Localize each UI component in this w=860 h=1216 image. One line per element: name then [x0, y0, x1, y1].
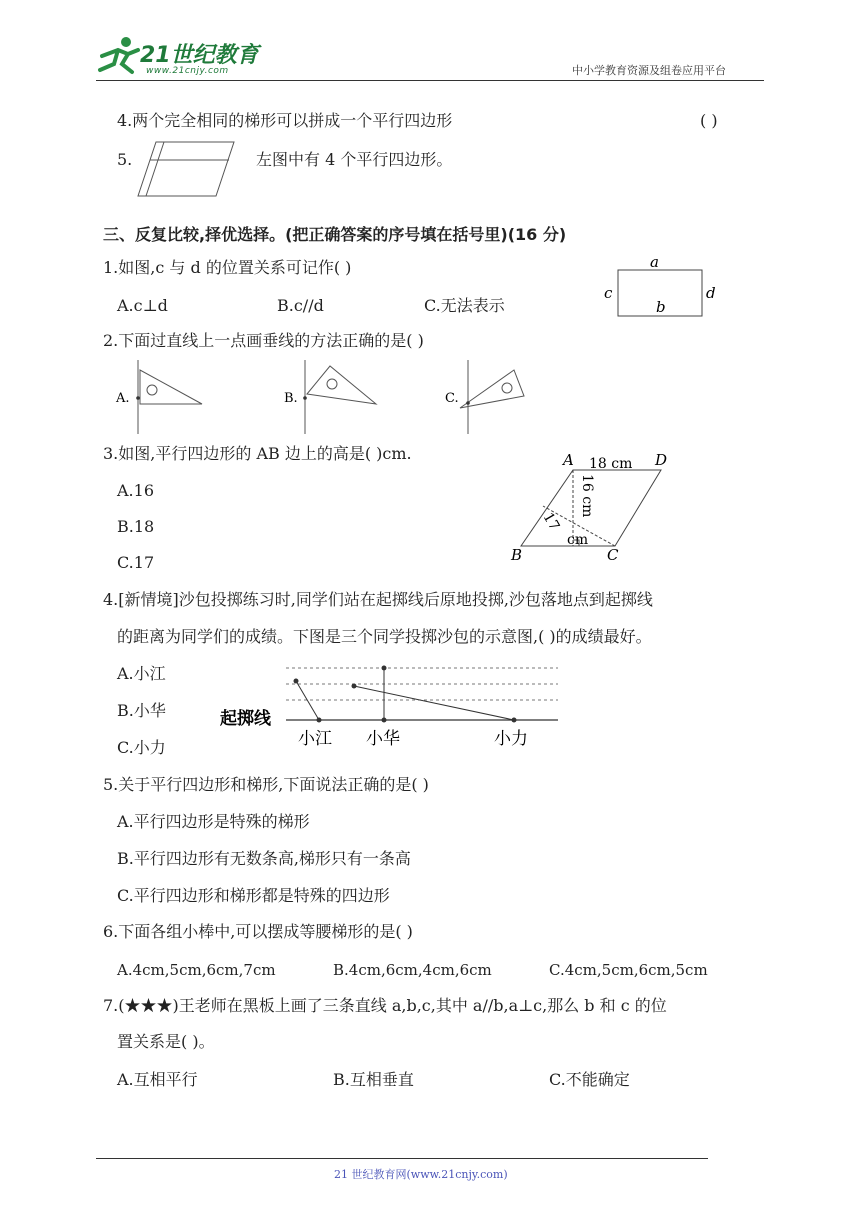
q4-line-label: 起掷线 — [220, 709, 271, 729]
q1-rectangle-figure — [598, 252, 724, 320]
q5-option-b: B.平行四边形有无数条高,梯形只有一条高 — [117, 849, 411, 868]
q7-line2: 置关系是( )。 — [117, 1032, 215, 1051]
logo-title: 21世纪教育 — [140, 43, 259, 68]
q6-stem: 6.下面各组小棒中,可以摆成等腰梯形的是( ) — [103, 922, 413, 941]
q3-vertex-d: D — [655, 451, 668, 469]
q4-throw-diagram — [214, 660, 560, 752]
q1-option-a: A.c⊥d — [117, 296, 168, 315]
header-rule — [96, 80, 764, 81]
section-3-title: 三、反复比较,择优选择。(把正确答案的序号填在括号里)(16 分) — [103, 225, 567, 244]
q1-label-a: a — [650, 253, 659, 271]
q3-option-a: A.16 — [117, 481, 154, 500]
q7-option-b: B.互相垂直 — [333, 1070, 414, 1089]
q4-option-c: C.小力 — [117, 738, 166, 757]
q1-option-c: C.无法表示 — [424, 296, 505, 315]
q1-stem: 1.如图,c 与 d 的位置关系可记作( ) — [103, 258, 352, 277]
q7-option-c: C.不能确定 — [549, 1070, 630, 1089]
platform-name: 中小学教育资源及组卷应用平台 — [572, 64, 726, 77]
judge-q4-paren: ( ) — [700, 111, 718, 130]
q2-figure-b — [284, 360, 376, 434]
q2-figure-a — [115, 360, 202, 434]
q3-height-17: 17 — [539, 510, 563, 534]
q6-option-b: B.4cm,6cm,4cm,6cm — [333, 961, 492, 979]
q3-option-b: B.18 — [117, 517, 155, 536]
runner-logo-icon — [92, 34, 144, 76]
q4-option-b: B.小华 — [117, 701, 166, 720]
q2-label-b: B. — [284, 391, 298, 406]
q1-label-c: c — [604, 284, 613, 302]
footer-text: 21 世纪教育网(www.21cnjy.com) — [334, 1168, 508, 1181]
q3-vertex-b: B — [511, 546, 523, 564]
judge-q4-text: 4.两个完全相同的梯形可以拼成一个平行四边形 — [117, 111, 453, 130]
q2-figure-c — [445, 360, 524, 434]
q5-stem: 5.关于平行四边形和梯形,下面说法正确的是( ) — [103, 775, 429, 794]
q3-option-c: C.17 — [117, 553, 155, 572]
q5-option-c: C.平行四边形和梯形都是特殊的四边形 — [117, 886, 390, 905]
q5-option-a: A.平行四边形是特殊的梯形 — [117, 812, 310, 831]
q3-vertex-c: C — [607, 546, 619, 564]
q1-option-b: B.c//d — [277, 296, 324, 315]
q4-line1: 4.[新情境]沙包投掷练习时,同学们站在起掷线后原地投掷,沙包落地点到起掷线 — [103, 590, 653, 609]
footer-rule — [96, 1158, 708, 1159]
q2-stem: 2.下面过直线上一点画垂线的方法正确的是( ) — [103, 331, 424, 350]
q1-label-b: b — [656, 298, 666, 316]
judge-q5-number: 5. — [117, 150, 133, 169]
q4-option-a: A.小江 — [117, 664, 166, 683]
q6-option-c: C.4cm,5cm,6cm,5cm — [549, 961, 708, 979]
q3-height-16: 16 cm — [579, 474, 595, 518]
q2-figures — [112, 358, 552, 436]
q3-stem: 3.如图,平行四边形的 AB 边上的高是( )cm. — [103, 444, 412, 463]
q6-option-a: A.4cm,5cm,6cm,7cm — [117, 961, 276, 979]
judge-q5-text: 左图中有 4 个平行四边形。 — [256, 150, 453, 169]
q4-line2: 的距离为同学们的成绩。下图是三个同学投掷沙包的示意图,( )的成绩最好。 — [117, 627, 652, 646]
q7-option-a: A.互相平行 — [117, 1070, 198, 1089]
logo-site: www.21cnjy.com — [146, 66, 229, 76]
q4-label-xiaojiang: 小江 — [298, 729, 332, 749]
q3-vertex-a: A — [563, 451, 574, 469]
q4-label-xiaoli: 小力 — [494, 729, 528, 749]
q1-label-d: d — [706, 284, 716, 302]
q2-label-a: A. — [116, 391, 130, 406]
q3-top-length: 18 cm — [589, 456, 633, 472]
q3-height-17-unit: cm — [567, 532, 589, 548]
q2-label-c: C. — [445, 391, 459, 406]
q7-line1: 7.(★★★)王老师在黑板上画了三条直线 a,b,c,其中 a//b,a⊥c,那么 b 和 c 的位 — [103, 996, 667, 1015]
q3-parallelogram-figure — [505, 448, 690, 566]
parallelogram-figure — [134, 138, 238, 200]
q4-label-xiaohua: 小华 — [366, 729, 400, 749]
